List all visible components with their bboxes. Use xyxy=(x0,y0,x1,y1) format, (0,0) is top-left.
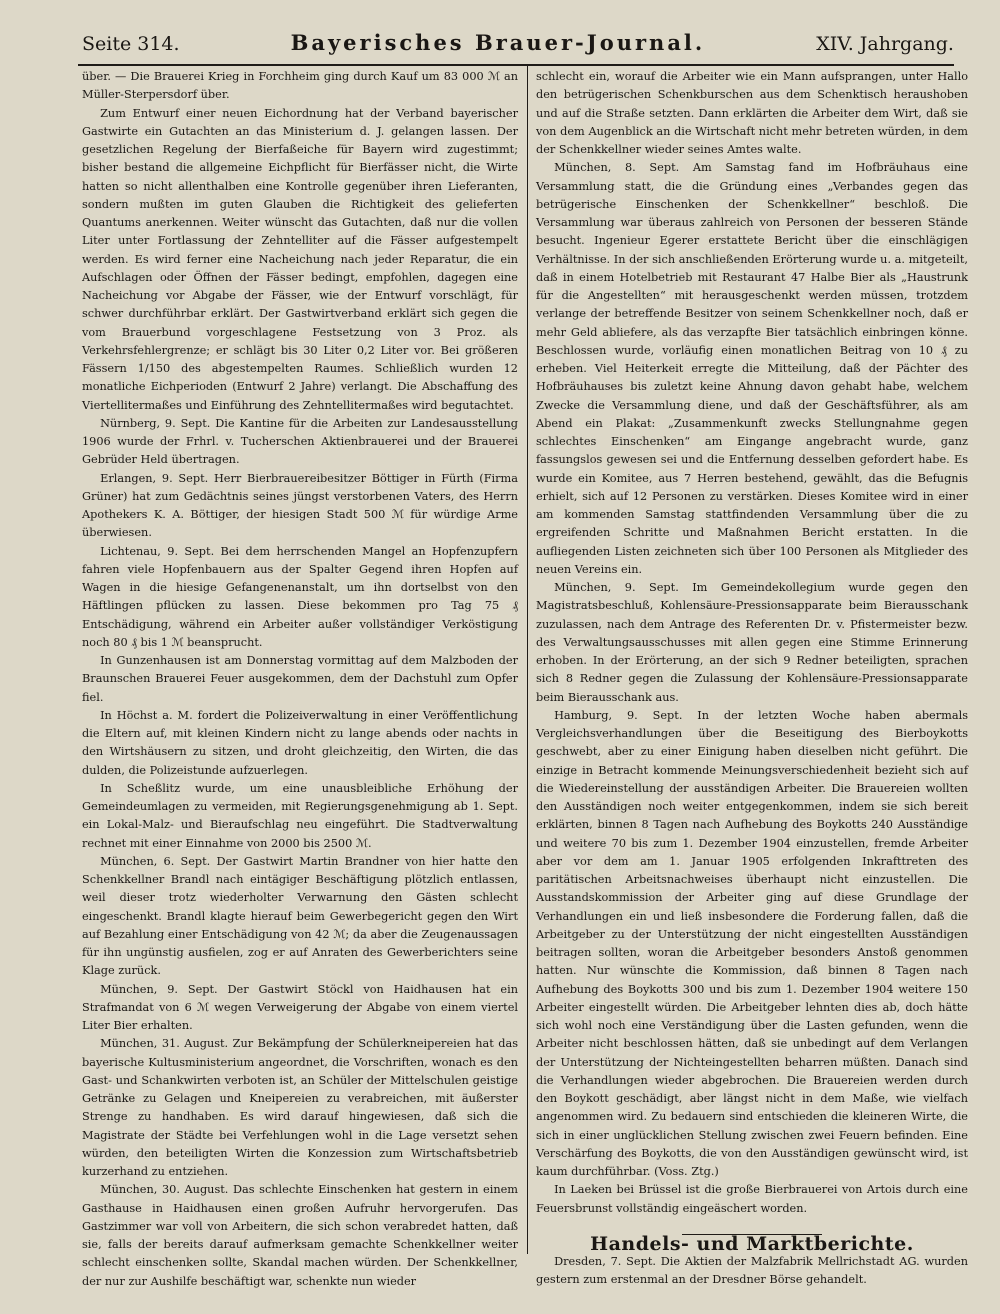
journal-title: Bayerisches Brauer-Journal. xyxy=(290,30,706,55)
article-paragraph: Lichtenau, 9. Sept. Bei dem herrschenden Mangel an Hopfenzupfern fahren viele Hopfenbauern aus der Spalter Gegend ihren Hopfen auf Wagen in die hiesige Gefangenenanstalt, um ihn dortselbst von den Häftlingen pflücken zu lassen. Diese bekommen pro Tag 75 ₰ Entschädigung, während ein Arbeiter außer vollständiger Verköstigung noch 80 ₰ bis 1 ℳ beansprucht. xyxy=(82,544,518,649)
right-column xyxy=(536,68,968,1290)
article-paragraph: In Scheßlitz wurde, um eine unausbleibliche Erhöhung der Gemeindeumlagen zu vermeiden, mit Regierungsgenehmigung ab 1. Sept. ein Lokal-Malz- und Bieraufschlag neu eingeführt. Die Stadtverwaltung rechnet mit einer Einnahme von 2000 bis 2500 ℳ. xyxy=(82,781,518,850)
column-divider xyxy=(527,64,528,1254)
section-heading: Handels- und Marktberichte. xyxy=(590,1232,914,1255)
header-rule xyxy=(78,64,954,66)
article-paragraph: München, 9. Sept. Im Gemeindekollegium wurde gegen den Magistratsbeschluß, Kohlensäure-Pressionsapparate beim Bierausschank zuzulassen, nach dem Antrage des Referenten Dr. v. Pfistermeister bezw. des Verwaltungsausschusses mit allen gegen eine Stimme Erinnerung erhoben. In der Erörterung, an der sich 9 Redner beteiligten, sprachen sich 8 Redner gegen die Zulassung der Kohlensäure-Pressionsapparate beim Bierausschank aus. xyxy=(536,581,968,704)
page-header xyxy=(82,30,954,62)
article-paragraph: Dresden, 7. Sept. Die Aktien der Malzfabrik Mellrichstadt AG. wurden gestern zum erstenmal an der Dresdner Börse gehandelt. xyxy=(536,1255,968,1287)
article-paragraph: In Laeken bei Brüssel ist die große Bierbrauerei von Artois durch eine Feuersbrunst vollständig eingeäschert worden. xyxy=(536,1183,968,1215)
article-paragraph: In Höchst a. M. fordert die Polizeiverwaltung in einer Veröffentlichung die Eltern auf, mit kleinen Kindern nicht zu lange abends oder nachts in den Wirtshäusern zu sitzen, und droht gleichzeitig, den Wirten, die das dulden, die Polizeistunde aufzuerlegen. xyxy=(82,708,518,777)
article-paragraph: In Gunzenhausen ist am Donnerstag vormittag auf dem Malzboden der Braunschen Brauerei Feuer ausgekommen, dem der Dachstuhl zum Opfer fiel. xyxy=(82,654,518,704)
volume-label: XIV. Jahrgang. xyxy=(816,33,954,55)
article-paragraph: München, 6. Sept. Der Gastwirt Martin Brandner von hier hatte den Schenkkellner Brandl nach eintägiger Beschäftigung plötzlich entlassen, weil dieser trotz wiederholter Verwarnung den Gästen schlecht eingeschenkt. Brandl klagte hierauf beim Gewerbegericht gegen den Wirt auf Bezahlung einer Entschädigung von 42 ℳ; da aber die Zeugenaussagen für ihn ungünstig ausfielen, zog er auf Anraten des Gewerberichters seine Klage zurück. xyxy=(82,854,518,978)
article-paragraph: Hamburg, 9. Sept. In der letzten Woche haben abermals Vergleichsverhandlungen über die Beseitigung des Bierboykotts geschwebt, aber zu einer Einigung haben dieselben nicht geführt. Die einzige in Betracht kommende Meinungsverschiedenheit bezieht sich auf die Wiedereinstellung der ausständigen Arbeiter. Die Brauereien wollten den Ausständigen noch weiter entgegenkommen, indem sie sich bereit erklärten, binnen 8 Tagen nach Aufhebung des Boykotts 240 Ausständige und weitere 70 bis zum 1. Dezember 1904 einzustellen, fremde Arbeiter aber vor dem am 1. Januar 1905 erfolgenden Inkrafttreten des paritätischen Arbeitsnachweises überhaupt nicht einzustellen. Die Ausstandskommission der Arbeiter ging auf diese Grundlage der Verhandlungen ein und ließ insbesondere die Forderung fallen, daß die Arbeitgeber zu der Unterstützung der nicht eingestellten Ausständigen beitragen sollten, woran die Arbeitgeber besonders Anstoß genommen hatten. Nur wünschte die Kommission, daß binnen 8 Tagen nach Aufhebung des Boykotts 300 und bis zum 1. Dezember 1904 weitere 150 Arbeiter eingestellt würden. Die Arbeitgeber lehnten dies ab, doch hätte sich wohl noch eine Verständigung über die Lasten gefunden, wenn die Arbeiter nicht beschlossen hätten, daß sie unbedingt auf dem Verlangen der Unterstützung der Nichteingestellten beharren müßten. Danach sind die Verhandlungen wieder abgebrochen. Die Brauereien werden durch den Boykott geschädigt, aber längst nicht in dem Maße, wie vielfach angenommen wird. Zu bedauern sind entschieden die kleineren Wirte, die sich in einer unglücklichen Stellung zwischen zwei Feuern befinden. Eine Verschärfung des Boykotts, die von den Ausständigen gewünscht wird, ist kaum durchführbar. (Voss. Ztg.) xyxy=(536,708,968,1178)
article-paragraph: München, 8. Sept. Am Samstag fand im Hofbräuhaus eine Versammlung statt, die die Gründung eines „Verbandes gegen das betrügerische Einschenken der Schenkkellner“ beschloß. Die Versammlung war überaus zahlreich von Personen der besseren Stände besucht. Ingenieur Egerer erstattete Bericht über die einschlägigen Verhältnisse. In der sich anschließenden Erörterung wurde u. a. mitgeteilt, daß in einem Hotelbetrieb mit Restaurant 47 Halbe Bier als „Haustrunk für die Angestellten“ mit herausgeschenkt werden müssen, trotzdem verlange der betreffende Besitzer von seinem Schenkkellner noch, daß er mehr Geld abliefere, als das verzapfte Bier tatsächlich einbringen könne. Beschlossen wurde, vorläufig einen monatlichen Beitrag von 10 ₰ zu erheben. Viel Heiterkeit erregte die Mitteilung, daß der Pächter des Hofbräuhauses bis zuletzt keine Ahnung davon gehabt habe, welchem Zwecke die Versammlung diene, und daß der Geschäftsführer, als am Abend ein Plakat: „Zusammenkunft zwecks Stellungnahme gegen schlechtes Einschenken“ am Eingange angebracht wurde, ganz fassungslos gewesen sei und die Entfernung desselben gefordert habe. Es wurde ein Komitee, aus 7 Herren bestehend, gewählt, das die Befugnis erhielt, sich auf 12 Personen zu verstärken. Dieses Komitee wird in einer am kommenden Samstag stattfindenden Versammlung über die zu ergreifenden Schritte und Maßnahmen Bericht erstatten. In die aufliegenden Listen zeichneten sich über 100 Personen als Mitglieder des neuen Vereins ein. xyxy=(536,161,968,576)
article-paragraph: München, 30. August. Das schlechte Einschenken hat gestern in einem Gasthause in Haidhausen einen großen Aufruhr hervorgerufen. Das Gastzimmer war voll von Arbeitern, die sich schon verabredet hatten, daß sie, falls der bereits darauf aufmerksam gemachte Schenkkellner weiter schlecht einschenken sollte, Skandal machen würden. Der Schenkkellner, der nur zur Aushilfe beschäftigt war, schenkte nun wieder xyxy=(82,1183,518,1288)
page-number: Seite 314. xyxy=(82,33,180,55)
article-paragraph: München, 9. Sept. Der Gastwirt Stöckl von Haidhausen hat ein Strafmandat von 6 ℳ wegen Verweigerung der Abgabe von einem viertel Liter Bier erhalten. xyxy=(82,982,518,1032)
article-paragraph: schlecht ein, worauf die Arbeiter wie ein Mann aufsprangen, unter Hallo den betrügerischen Schenkburschen aus dem Schenktisch heraushoben und auf die Straße setzten. Dann erklärten die Arbeiter dem Wirt, daß sie von dem Augenblick an die Wirtschaft nicht mehr betreten würden, in dem der Schenkkellner wieder seines Amtes walte. xyxy=(536,70,968,156)
article-paragraph: über. — Die Brauerei Krieg in Forchheim ging durch Kauf um 83 000 ℳ an Müller-Sterpersdorf über. xyxy=(82,70,518,102)
left-column xyxy=(82,68,518,1291)
article-paragraph: München, 31. August. Zur Bekämpfung der Schülerkneipereien hat das bayerische Kultusministerium angeordnet, die Vorschriften, wonach es den Gast- und Schankwirten verboten ist, an Schüler der Mittelschulen geistige Getränke zu Gelagen und Kneipereien zu verabreichen, mit äußerster Strenge zu handhaben. Es wird darauf hingewiesen, daß sich die Magistrate der Städte bei Verfehlungen wohl in die Lage versetzt sehen würden, den beteiligten Wirten die Konzession zum Wirtschaftsbetrieb kurzerhand zu entziehen. xyxy=(82,1037,518,1178)
article-paragraph: Zum Entwurf einer neuen Eichordnung hat der Verband bayerischer Gastwirte ein Gutachten an das Ministerium d. J. gelangen lassen. Der gesetzlichen Regelung der Bierfaßeiche für Bayern wird zugestimmt; bisher bestand die allgemeine Eichpflicht für Bierfässer nicht, die Wirte hatten so nicht allenthalben eine Kontrolle gegenüber ihren Lieferanten, sondern mußten im guten Glauben die Richtigkeit des gelieferten Quantums anerkennen. Weiter wünscht das Gutachten, daß nur die vollen Liter unter Fortlassung der Zehntelliter auf die Fässer aufgestempelt werden. Es wird ferner eine Nacheichung nach jeder Reparatur, die ein Aufschlagen oder Öffnen der Fässer bedingt, empfohlen, dagegen eine Nacheichung vor Abgabe der Fässer, wie der Entwurf vorschlägt, für schwer durchführbar erklärt. Der Gastwirtverband erklärt sich gegen die vom Brauerbund vorgeschlagene Festsetzung von 3 Proz. als Verkehrsfehlergrenze; er schlägt bis 30 Liter 0,2 Liter vor. Bei größeren Fässern 1/150 des abgestempelten Raumes. Schließlich wurden 12 monatliche Eichperioden (Entwurf 2 Jahre) verlangt. Die Abschaffung des Viertellitermaßes und Einführung des Zehntellitermaßes wird begutachtet. xyxy=(82,106,518,412)
article-paragraph: Erlangen, 9. Sept. Herr Bierbrauereibesitzer Böttiger in Fürth (Firma Grüner) hat zum Gedächtnis seines jüngst verstorbenen Vaters, des Herrn Apothekers K. A. Böttiger, der hiesigen Stadt 500 ℳ für würdige Arme überwiesen. xyxy=(82,471,518,540)
article-paragraph: Nürnberg, 9. Sept. Die Kantine für die Arbeiten zur Landesausstellung 1906 wurde der Frhrl. v. Tucherschen Aktienbrauerei und der Brauerei Gebrüder Held übertragen. xyxy=(82,416,518,467)
